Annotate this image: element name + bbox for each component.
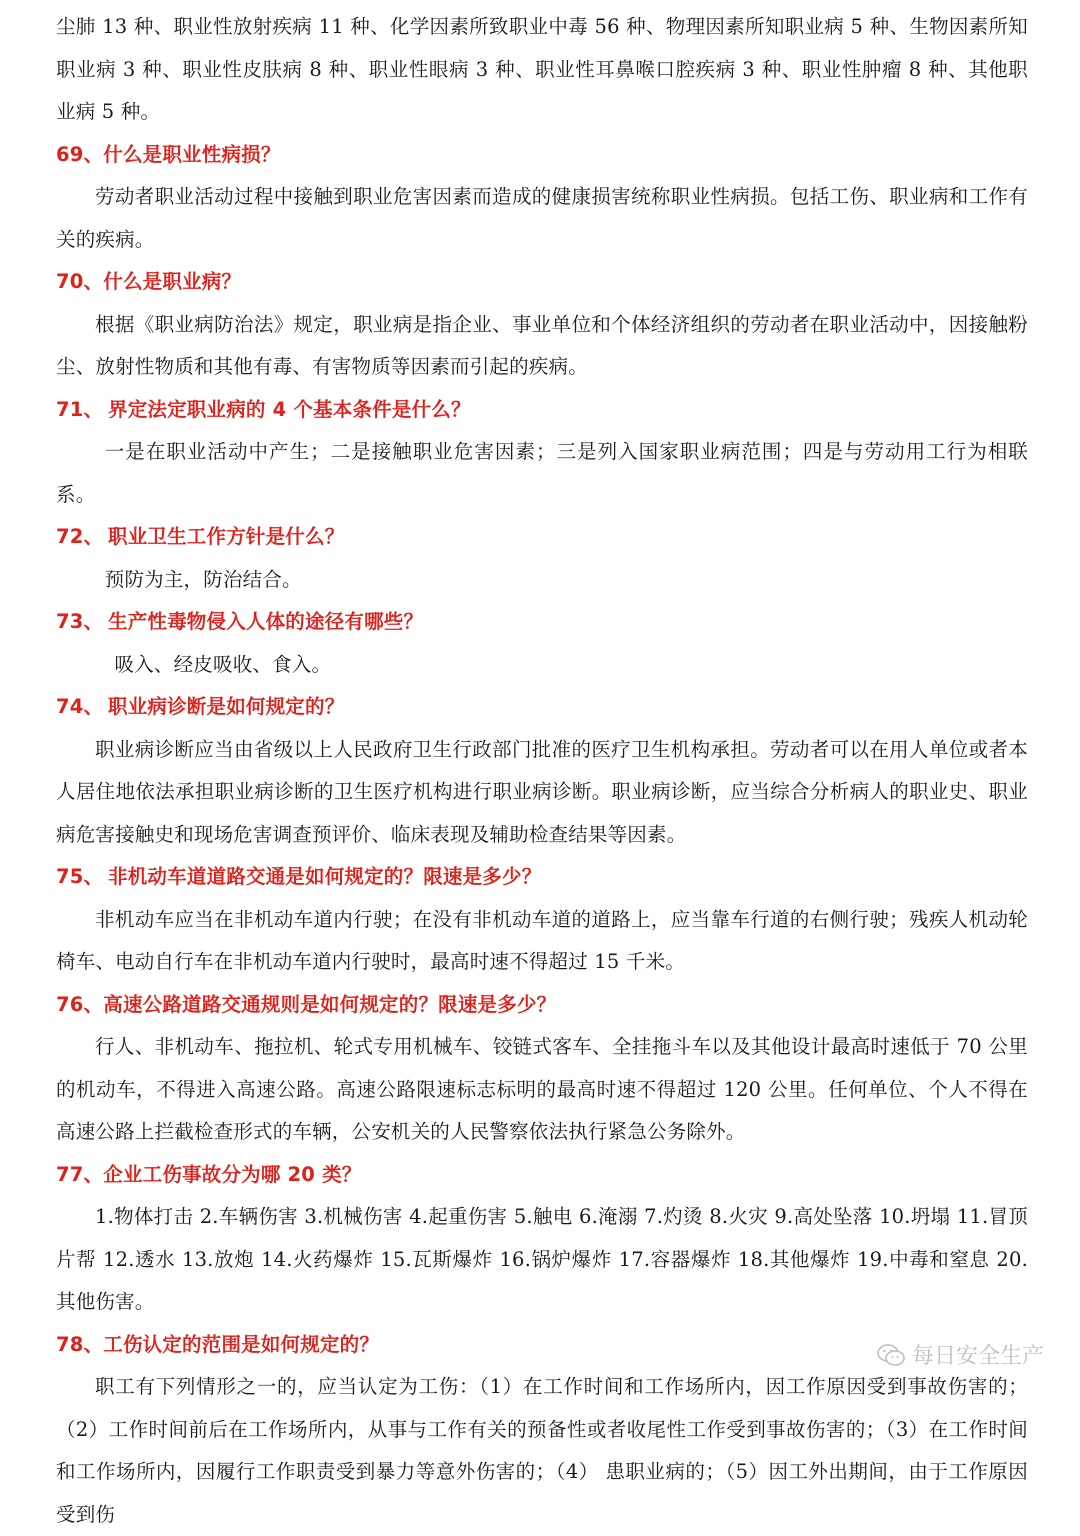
answer-72: 预防为主，防治结合。 <box>104 567 302 591</box>
question-text: 非机动车道道路交通是如何规定的？限速是多少？ <box>108 865 542 888</box>
question-number: 74、 <box>56 695 104 718</box>
question-number: 69、 <box>56 142 104 166</box>
answer-73: 吸入、经皮吸收、食入。 <box>114 652 332 676</box>
question-number: 70、 <box>56 270 104 293</box>
question-number: 76、 <box>56 992 104 1016</box>
answer-69: 劳动者职业活动过程中接触到职业危害因素而造成的健康损害统称职业性病损。包括工伤、职业病和工作有关的疾病。 <box>56 185 1028 251</box>
question-text: 生产性毒物侵入人体的途径有哪些？ <box>108 610 424 633</box>
question-number: 78、 <box>56 1332 104 1356</box>
question-text: 职业病诊断是如何规定的？ <box>108 695 345 718</box>
answer-77: 1.物体打击 2.车辆伤害 3.机械伤害 4.起重伤害 5.触电 6.淹溺 7.灼烫 8.火灾 9.高处坠落 10.坍塌 11.冒顶片帮 12.透水 13.放炮 14.火药爆炸 15.瓦斯爆炸 16.锅炉爆炸 17.容器爆炸 18.其他爆炸 19.中毒和窒息 20.其他伤害。 <box>56 1205 1028 1313</box>
question-number: 71、 <box>56 397 104 421</box>
question-text: 界定法定职业病的 4 个基本条件是什么？ <box>108 397 471 421</box>
watermark <box>876 1339 1044 1370</box>
answer-76: 行人、非机动车、拖拉机、轮式专用机械车、铰链式客车、全挂拖斗车以及其他设计最高时速低于 70 公里的机动车，不得进入高速公路。高速公路限速标志标明的最高时速不得超过 120 公里。任何单位、个人不得在高速公路上拦截检查形式的车辆，公安机关的人民警察依法执行紧急公务除外。 <box>56 1035 1028 1143</box>
question-70 <box>56 261 1028 304</box>
answer-78: 职工有下列情形之一的，应当认定为工伤：（1）在工作时间和工作场所内，因工作原因受到事故伤害的；（2）工作时间前后在工作场所内，从事与工作有关的预备性或者收尾性工作受到事故伤害的；（3）在工作时间和工作场所内，因履行工作职责受到暴力等意外伤害的；（4） 患职业病的；（5）因工外出期间，由于工作原因受到伤 <box>56 1375 1028 1526</box>
question-number: 73、 <box>56 610 104 633</box>
watermark-text: 每日安全生产 <box>911 1344 1044 1369</box>
question-74 <box>56 686 1028 729</box>
question-75 <box>56 856 1028 899</box>
question-77 <box>56 1154 1028 1197</box>
question-text: 什么是职业病？ <box>103 270 242 293</box>
answer-70: 根据《职业病防治法》规定，职业病是指企业、事业单位和个体经济组织的劳动者在职业活动中，因接触粉尘、放射性物质和其他有毒、有害物质等因素而引起的疾病。 <box>56 312 1028 378</box>
question-text: 企业工伤事故分为哪 20 类？ <box>103 1162 362 1186</box>
paragraph-continued: 尘肺 13 种、职业性放射疾病 11 种、化学因素所致职业中毒 56 种、物理因素所知职业病 5 种、生物因素所知职业病 3 种、职业性皮肤病 8 种、职业性眼病 3 种、职业性耳鼻喉口腔疾病 3 种、职业性肿瘤 8 种、其他职业病 5 种。 <box>56 15 1028 123</box>
question-76 <box>56 984 1028 1027</box>
answer-74: 职业病诊断应当由省级以上人民政府卫生行政部门批准的医疗卫生机构承担。劳动者可以在用人单位或者本人居住地依法承担职业病诊断的卫生医疗机构进行职业病诊断。职业病诊断，应当综合分析病人的职业史、职业病危害接触史和现场危害调查预评价、临床表现及辅助检查结果等因素。 <box>56 737 1028 846</box>
question-69 <box>56 134 1028 177</box>
answer-75: 非机动车应当在非机动车道内行驶；在没有非机动车道的道路上，应当靠车行道的右侧行驶；残疾人机动轮椅车、电动自行车在非机动车道内行驶时，最高时速不得超过 15 千米。 <box>56 907 1028 973</box>
question-71 <box>56 389 1028 432</box>
question-72 <box>56 516 1028 559</box>
wechat-icon <box>876 1342 906 1368</box>
question-text: 什么是职业性病损？ <box>103 142 281 166</box>
answer-71: 一是在职业活动中产生；二是接触职业危害因素；三是列入国家职业病范围；四是与劳动用工行为相联系。 <box>56 440 1028 506</box>
question-number: 77、 <box>56 1162 104 1186</box>
question-73 <box>56 601 1028 644</box>
question-text: 高速公路道路交通规则是如何规定的？限速是多少？ <box>103 992 557 1016</box>
question-number: 75、 <box>56 865 104 888</box>
question-text: 职业卫生工作方针是什么？ <box>108 525 345 548</box>
question-text: 工伤认定的范围是如何规定的？ <box>103 1332 380 1356</box>
question-number: 72、 <box>56 525 104 548</box>
